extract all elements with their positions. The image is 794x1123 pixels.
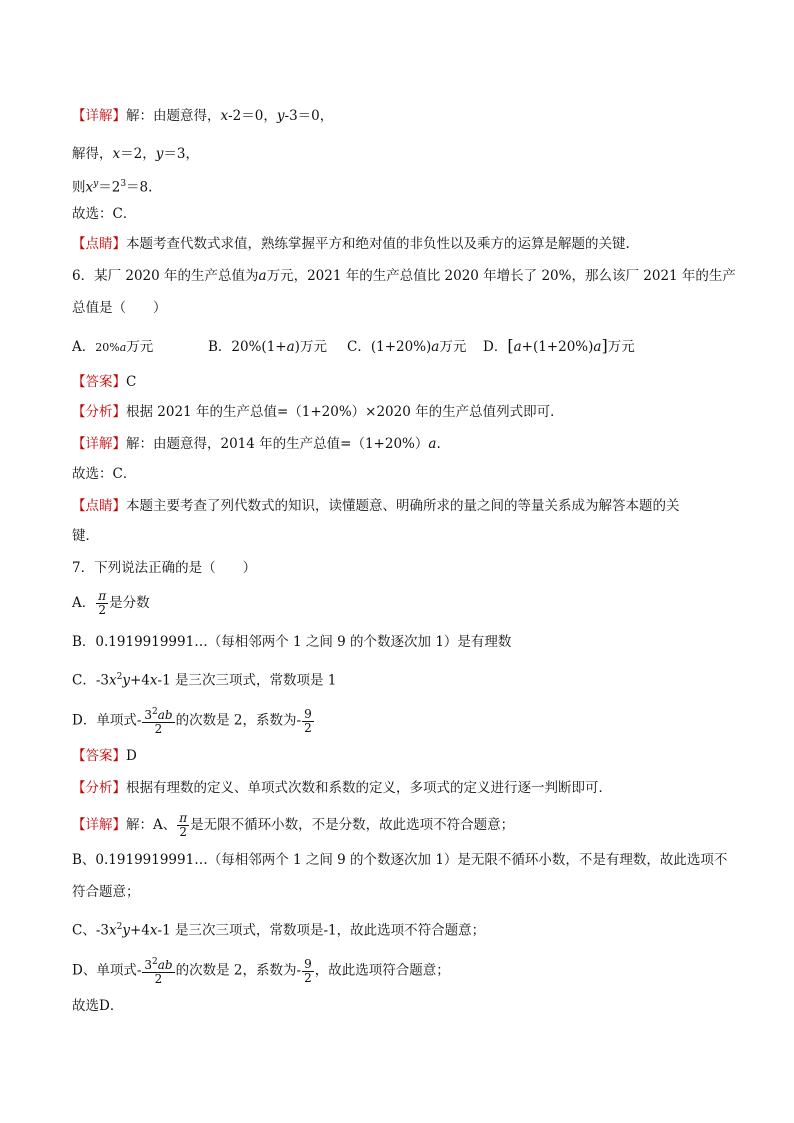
- question-7-option-b: B．0.1919919991…（每相邻两个 1 之间 9 的个数逐次加 1）是有理数: [72, 634, 512, 650]
- section-tag-detail: 【详解】: [72, 436, 126, 452]
- answer-choice-line: 故选：C．: [72, 206, 137, 222]
- question-6-stem: 6．某厂 2020 年的生产总值为a万元，2021 年的生产总值比 2020 年增长了 20%，那么该厂 2021 年的生产: [72, 268, 736, 284]
- answer-line: 【答案】C: [72, 374, 137, 390]
- remark-line: 【点睛】本题主要考查了列代数式的知识，读懂题意、明确所求的量之间的等量关系成为解答本题的关: [72, 498, 680, 514]
- section-tag-remark: 【点睛】: [72, 498, 126, 514]
- question-7-option-c: C．$-3x^2y+4x-1$ 是三次三项式，常数项是 1: [72, 672, 337, 689]
- remark-line-cont: 键．: [72, 528, 99, 544]
- option-a: A．20%a万元: [72, 339, 154, 355]
- fraction: $\frac{\pi}{2}$: [179, 811, 188, 839]
- section-tag-answer: 【答案】: [72, 748, 126, 764]
- solution-line: 【详解】解：A、 $\frac{\pi}{2}$ 是无限不循环小数，不是分数，故此选项不符合题意；: [72, 811, 515, 839]
- option-b: B．20%(1+a)万元: [208, 339, 327, 355]
- fraction: $\frac{\pi}{2}$: [98, 589, 107, 617]
- solution-line-cont: 符合题意；: [72, 884, 140, 900]
- question-6-stem-cont: 总值是（ ）: [72, 300, 167, 316]
- answer-line: 【答案】D: [72, 748, 137, 764]
- answer-choice-line: 故选：C．: [72, 466, 137, 482]
- solution-line: 【详解】解：由题意得，x-2＝0，y-3＝0，: [72, 108, 334, 124]
- remark-line: 【点睛】本题考查代数式求值，熟练掌握平方和绝对值的非负性以及乘方的运算是解题的关键.: [72, 236, 630, 252]
- option-d: D．[a+(1+20%)a]万元: [483, 336, 635, 355]
- section-tag-answer: 【答案】: [72, 374, 126, 390]
- option-c: C．(1+20%)a万元: [347, 339, 467, 355]
- solution-line: C、$-3x^2y+4x-1$ 是三次三项式，常数项是-1，故此选项不符合题意；: [72, 922, 486, 939]
- solution-line: 【详解】解：由题意得，2014 年的生产总值=（1+20%）a.: [72, 436, 441, 452]
- analysis-line: 【分析】根据有理数的定义、单项式次数和系数的定义，多项式的定义进行逐一判断即可．: [72, 780, 612, 796]
- solution-line: 解得，x＝2，y＝3，: [72, 146, 199, 162]
- section-tag-detail: 【详解】: [72, 108, 126, 124]
- solution-line: 则$x^y=2^3=8$.: [72, 179, 153, 196]
- question-7-option-a: A． $\frac{\pi}{2}$ 是分数: [72, 589, 150, 617]
- fraction: $\frac{3^2ab}{2}$: [144, 707, 173, 736]
- question-7-stem: 7．下列说法正确的是（ ）: [72, 560, 257, 576]
- answer-choice-line: 故选D．: [72, 998, 124, 1014]
- analysis-line: 【分析】根据 2021 年的生产总值=（1+20%）×2020 年的生产总值列式即可．: [72, 404, 564, 420]
- solution-line: B、0.1919919991…（每相邻两个 1 之间 9 的个数逐次加 1）是无限不循环小数，不是有理数，故此选项不: [72, 852, 728, 868]
- section-tag-detail: 【详解】: [72, 817, 126, 833]
- fraction: $\frac{9}{2}$: [304, 956, 312, 985]
- section-tag-remark: 【点睛】: [72, 236, 126, 252]
- fraction: $\frac{9}{2}$: [304, 706, 312, 735]
- section-tag-analysis: 【分析】: [72, 780, 126, 796]
- question-7-option-d: D．单项式- $\frac{3^2ab}{2}$ 的次数是 2，系数为- $\frac{9}{2}$: [72, 706, 312, 736]
- solution-line: D、单项式- $\frac{3^2ab}{2}$ 的次数是 2，系数为- $\frac{9}{2}$ ，故此选项符合题意；: [72, 956, 450, 986]
- question-6-options: [72, 336, 635, 358]
- fraction: $\frac{3^2ab}{2}$: [144, 957, 173, 986]
- section-tag-analysis: 【分析】: [72, 404, 126, 420]
